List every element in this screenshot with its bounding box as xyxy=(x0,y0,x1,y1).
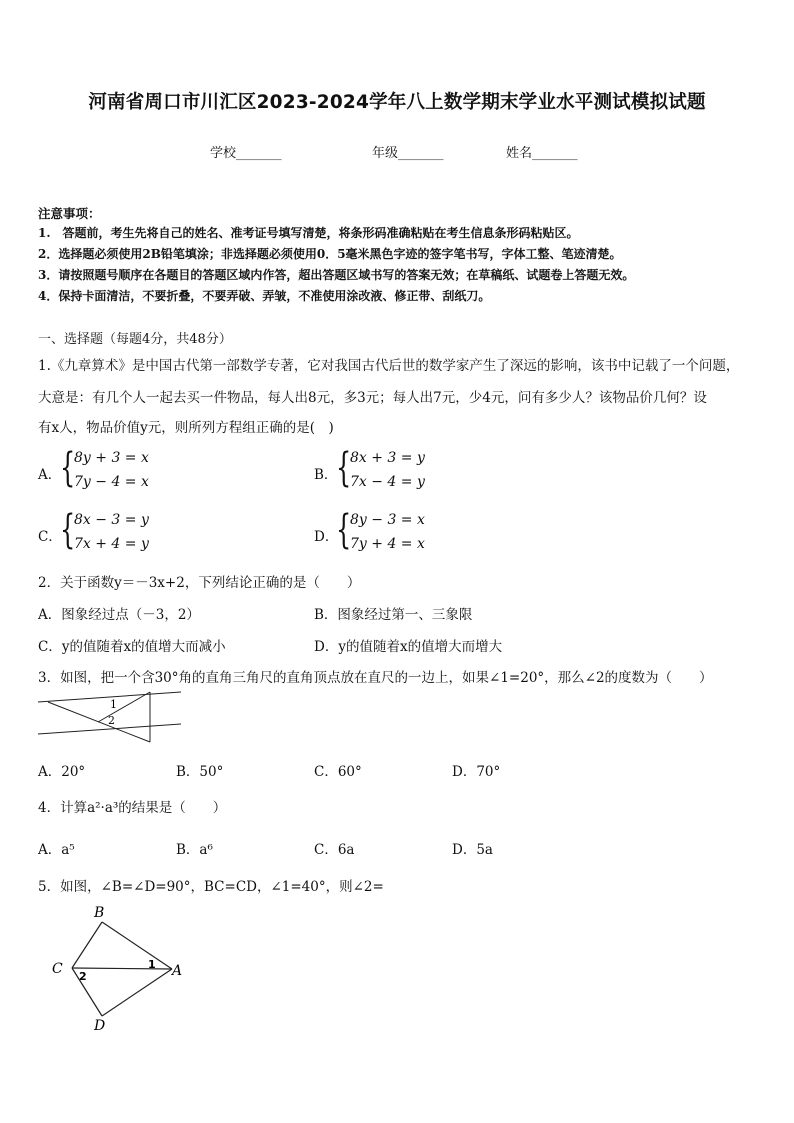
segment-bc xyxy=(72,922,102,968)
q2-stem: 2．关于函数y＝－3x+2，下列结论正确的是（ ） xyxy=(38,575,361,591)
q1-option-a-label: A． xyxy=(38,467,62,483)
brace-icon: { xyxy=(60,445,76,491)
q1-line: 大意是：有几个人一起去买一件物品，每人出8元，多3元；每人出7元，少4元，问有多少人？该物品价几何？设 xyxy=(38,390,707,406)
brace-icon: { xyxy=(60,507,76,553)
angle-2-label: 2 xyxy=(108,714,115,727)
angle-1-label: 1 xyxy=(148,958,156,971)
q3-option-c: C．60° xyxy=(314,764,362,780)
q5-stem: 5．如图，∠B=∠D=90°，BC=CD，∠1=40°，则∠2= xyxy=(38,879,384,895)
note-item: 3．请按照题号顺序在各题目的答题区域内作答，超出答题区域书写的答案无效；在草稿纸、试题卷上答题无效。 xyxy=(38,268,635,282)
brace-icon: { xyxy=(336,445,352,491)
q5-figure xyxy=(48,900,188,1040)
q4-stem: 4．计算a²·a³的结果是（ ） xyxy=(38,800,227,816)
equation: 7x + 4 = y xyxy=(74,536,149,552)
segment-da xyxy=(102,969,172,1016)
point-a-label: A xyxy=(172,963,183,979)
equation: 8y − 3 = x xyxy=(350,512,425,528)
point-b-label: B xyxy=(94,905,105,921)
q2-option-b: B．图象经过第一、三象限 xyxy=(314,607,473,623)
equation: 7x − 4 = y xyxy=(350,474,425,490)
equation: 8x + 3 = y xyxy=(350,450,425,466)
name-field: 姓名_______ xyxy=(506,146,578,161)
note-item: 1. 答题前，考生先将自己的姓名、准考证号填写清楚，将条形码准确粘贴在考生信息条形码粘贴区。 xyxy=(38,226,579,240)
brace-icon: { xyxy=(336,507,352,553)
q4-option-c: C．6a xyxy=(314,842,355,858)
page-title: 河南省周口市川汇区2023-2024学年八上数学期末学业水平测试模拟试题 xyxy=(88,92,706,113)
section-heading: 一、选择题（每题4分，共48分） xyxy=(38,332,232,347)
q2-option-d: D．y的值随着x的值增大而增大 xyxy=(314,639,503,655)
equation: 8y + 3 = x xyxy=(74,450,149,466)
q1-option-d-label: D． xyxy=(314,529,339,545)
q4-option-d: D．5a xyxy=(452,842,493,858)
q4-option-a: A．a⁵ xyxy=(38,842,75,858)
q3-stem: 3．如图，把一个含30°角的直角三角尺的直角顶点放在直尺的一边上，如果∠1=20°，那么∠2的度数为（ ） xyxy=(38,670,713,686)
q3-option-b: B．50° xyxy=(176,764,224,780)
note-item: 4．保持卡面清洁，不要折叠，不要弄破、弄皱，不准使用涂改液、修正带、刮纸刀。 xyxy=(38,289,491,303)
equation: 7y − 4 = x xyxy=(74,474,149,490)
q2-option-a: A．图象经过点（－3，2） xyxy=(38,607,200,623)
q1-line: 有x人，物品价值y元，则所列方程组正确的是( ) xyxy=(38,420,334,436)
q1-option-c-label: C． xyxy=(38,529,62,545)
equation: 7y + 4 = x xyxy=(350,536,425,552)
point-d-label: D xyxy=(94,1018,106,1034)
segment-ca xyxy=(72,968,172,969)
q4-option-b: B．a⁶ xyxy=(176,842,213,858)
grade-field: 年级_______ xyxy=(372,146,444,161)
triangle-leg xyxy=(98,692,150,722)
q1-option-b-label: B． xyxy=(314,467,338,483)
segment-ba xyxy=(102,922,172,969)
school-field: 学校_______ xyxy=(210,146,282,161)
q3-option-a: A．20° xyxy=(38,764,86,780)
q3-option-d: D．70° xyxy=(452,764,501,780)
q2-option-c: C．y的值随着x的值增大而减小 xyxy=(38,639,226,655)
angle-2-label: 2 xyxy=(79,970,87,983)
point-c-label: C xyxy=(52,961,63,977)
equation: 8x − 3 = y xyxy=(74,512,149,528)
note-item: 2．选择题必须使用2B铅笔填涂；非选择题必须使用0．5毫米黑色字迹的签字笔书写，字体工整、笔迹清楚。 xyxy=(38,247,622,261)
notes-heading: 注意事项： xyxy=(38,206,101,221)
angle-1-label: 1 xyxy=(110,698,117,711)
q3-figure xyxy=(36,688,186,748)
segment-cd xyxy=(72,968,102,1016)
q1-line: 1.《九章算术》是中国古代第一部数学专著，它对我国古代后世的数学家产生了深远的影响，该书中记载了一个问题， xyxy=(38,358,740,374)
